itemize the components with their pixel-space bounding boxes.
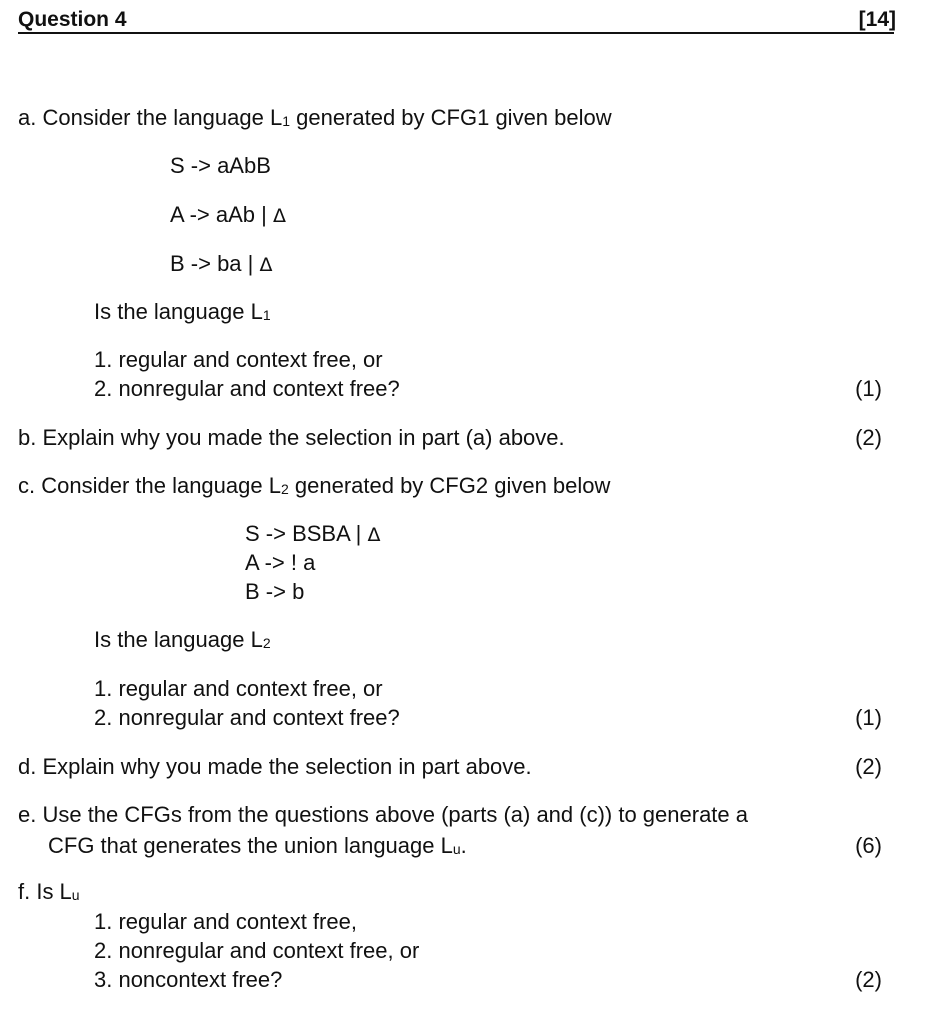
part-a-intro: a. Consider the language L1 generated by CFG1 given below	[18, 105, 612, 130]
total-marks: [14]	[858, 8, 896, 31]
part-c-question: Is the language L2	[94, 627, 271, 652]
part-d-marks: (2)	[855, 754, 882, 779]
cfg2-rule-b: B -> b	[245, 579, 305, 604]
cfg2-rule-s: S -> BSBA | Δ	[245, 521, 381, 546]
part-a-option-1: 1. regular and context free, or	[94, 347, 383, 372]
header-rule	[18, 32, 894, 34]
cfg1-rule-s: S -> aAbB	[170, 153, 271, 178]
cfg1-rule-a: A -> aAb | Δ	[170, 202, 286, 227]
part-f-question: f. Is Lu	[18, 879, 80, 904]
cfg2-rule-a: A -> ! a	[245, 550, 316, 575]
part-d-text: d. Explain why you made the selection in part above.	[18, 754, 532, 779]
part-f-marks: (2)	[855, 967, 882, 992]
part-f-option-2: 2. nonregular and context free, or	[94, 938, 420, 963]
part-a-marks: (1)	[855, 376, 882, 401]
part-a-question: Is the language L1	[94, 299, 271, 324]
question-title: Question 4	[18, 8, 127, 31]
cfg1-rule-b: B -> ba | Δ	[170, 251, 273, 276]
part-c-option-2: 2. nonregular and context free?	[94, 705, 400, 730]
part-c-option-1: 1. regular and context free, or	[94, 676, 383, 701]
part-e-line-2: CFG that generates the union language Lu.	[48, 833, 467, 858]
part-e-marks: (6)	[855, 833, 882, 858]
part-f-option-1: 1. regular and context free,	[94, 909, 357, 934]
part-e-line-1: e. Use the CFGs from the questions above (parts (a) and (c)) to generate a	[18, 802, 749, 827]
part-c-marks: (1)	[855, 705, 882, 730]
part-b-marks: (2)	[855, 425, 882, 450]
part-c-intro: c. Consider the language L2 generated by CFG2 given below	[18, 473, 611, 498]
part-b-text: b. Explain why you made the selection in part (a) above.	[18, 425, 565, 450]
part-a-option-2: 2. nonregular and context free?	[94, 376, 400, 401]
part-f-option-3: 3. noncontext free?	[94, 967, 283, 992]
